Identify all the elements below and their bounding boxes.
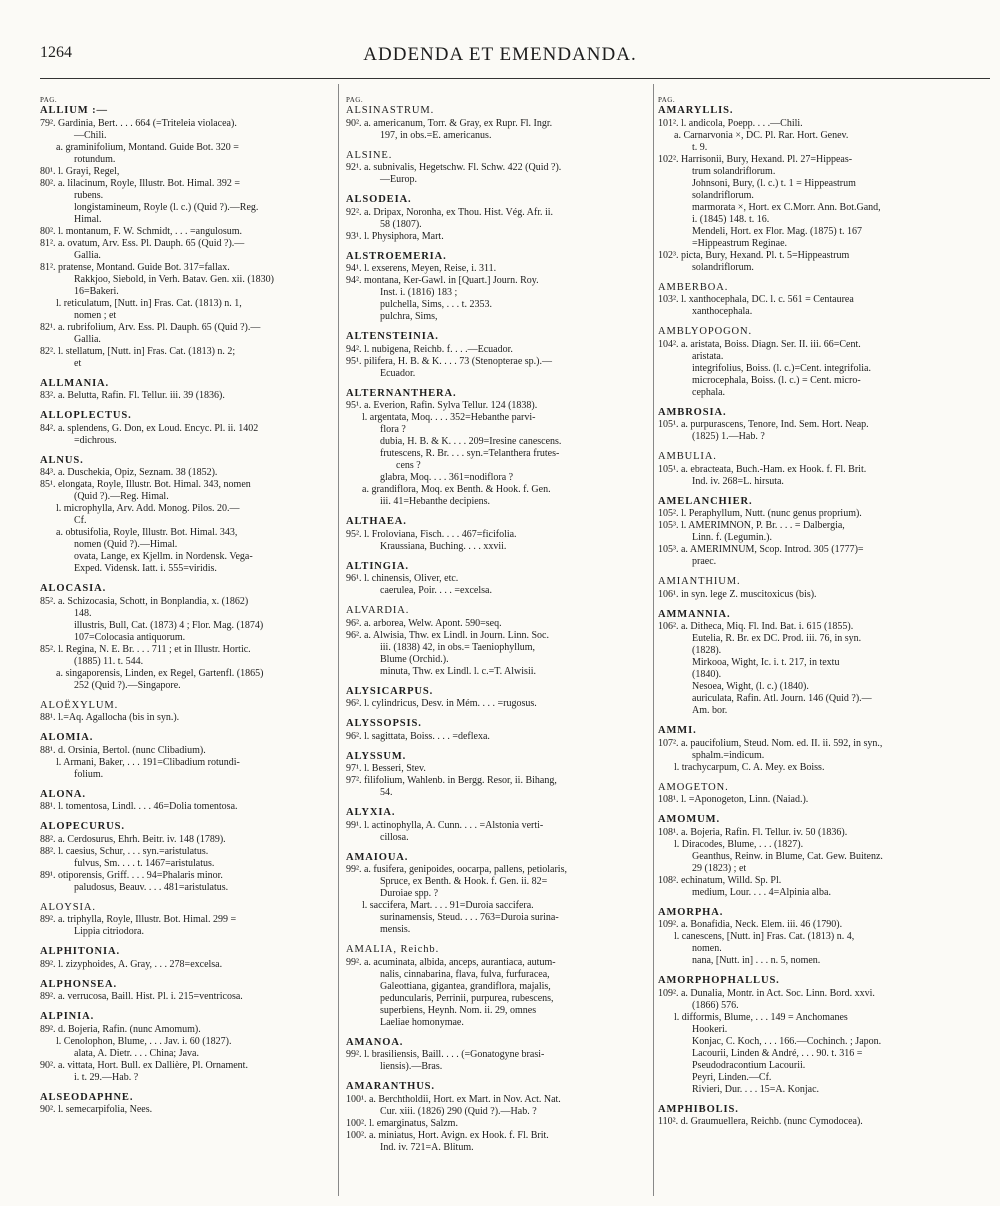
entry-line: sphalm.=indicum. — [692, 749, 765, 761]
entry-line: frutescens, R. Br. . . . syn.=Telanthera frutes- — [380, 448, 560, 459]
entry-line: 96¹. l. chinensis, Oliver, etc. — [346, 573, 459, 584]
entry-line: mensis. — [380, 924, 411, 935]
entry-line: pulchra, Sims, — [380, 311, 438, 322]
entry-line: 88². l. caesius, Schur, . . . syn.=aristulatus. — [40, 845, 209, 857]
entry-line: 92². a. Dripax, Noronha, ex Thou. Hist. Vég. Afr. ii. — [346, 206, 554, 218]
entry-line: 102². Harrisonii, Bury, Hexand. Pl. 27=Hippeas- — [658, 153, 853, 165]
entry-line: Mendeli, Hort. ex Flor. Mag. (1875) t. 167 — [692, 225, 862, 237]
entry-line: 94². montana, Ker-Gawl. in [Quart.] Journ. Roy. — [346, 275, 539, 286]
entry-line: a. Carnarvonia ×, DC. Pl. Rar. Hort. Genev. — [674, 129, 849, 141]
entry-line: Galeottiana, gigantea, grandiflora, majalis, — [380, 980, 551, 992]
entry-line: alata, A. Dietr. . . . China; Java. — [74, 1047, 199, 1059]
entry-line: 105³. a. AMERIMNUM, Scop. Introd. 305 (1777)= — [658, 544, 864, 555]
entry-line: auriculata, Rafin. Atl. Journ. 146 (Quid ?).— — [692, 693, 872, 704]
entry-line: l. Armani, Baker, . . . 191=Clibadium rotundi- — [56, 756, 240, 768]
entry-line: 80². a. lilacinum, Royle, Illustr. Bot. Himal. 392 = — [40, 177, 241, 189]
entry-line: 92¹. a. subnivalis, Hegetschw. Fl. Schw. 422 (Quid ?). — [346, 162, 562, 173]
entry-line: xanthocephala. — [692, 306, 753, 317]
genus-heading: ALONA. — [40, 788, 86, 800]
genus-heading: AMBROSIA. — [658, 406, 727, 418]
entry-line: Pseudodracontium Lacourii. — [692, 1059, 806, 1071]
entry-line: 85². l. Regina, N. E. Br. . . . 711 ; et in Illustr. Hortic. — [40, 643, 251, 655]
genus-heading: ALOCASIA. — [40, 583, 107, 594]
entry-line: 94¹. l. exserens, Meyen, Reise, i. 311. — [346, 263, 497, 274]
entry-line: dubia, H. B. & K. . . . 209=Iresine canescens. — [380, 436, 562, 447]
entry-line: trum solandriflorum. — [692, 165, 776, 177]
entry-line: 81². pratense, Montand. Guide Bot. 317=fallax. — [40, 261, 230, 273]
entry-line: 90². a. americanum, Torr. & Gray, ex Rupr. Fl. Ingr. — [346, 117, 553, 129]
column-1 — [40, 96, 328, 1200]
entry-line: 103². l. xanthocephala, DC. l. c. 561 = Centaurea — [658, 294, 854, 305]
genus-heading: AMORPHOPHALLUS. — [658, 975, 780, 986]
entry-line: l. saccifera, Mart. . . . 91=Duroia saccifera. — [362, 900, 534, 911]
entry-line: l. canescens, [Nutt. in] Fras. Cat. (1813) n. 4, — [674, 931, 855, 942]
entry-line: illustris, Bull, Cat. (1873) 4 ; Flor. Mag. (1874) — [74, 619, 264, 631]
entry-line: 95¹. a. Everion, Rafin. Sylva Tellur. 124 (1838). — [346, 400, 538, 411]
genus-heading: ALOËXYLUM. — [40, 699, 119, 711]
entry-line: 197, in obs.=E. americanus. — [380, 129, 492, 141]
entry-line: solandriflorum. — [692, 261, 754, 273]
page-number: 1264 — [40, 44, 72, 61]
pag-label: PAG. — [346, 96, 364, 104]
genus-heading: ALSINE. — [346, 149, 393, 161]
genus-heading: AMMANNIA. — [658, 608, 731, 620]
genus-heading: ALSEODAPHNE. — [40, 1091, 134, 1103]
genus-heading: ALOPECURUS. — [40, 821, 125, 832]
genus-heading: ALPINIA. — [40, 1011, 95, 1022]
entry-line: 105³. l. AMERIMNON, P. Br. . . . = Dalbergia, — [658, 520, 845, 531]
genus-heading: ALYSICARPUS. — [346, 685, 434, 697]
entry-line: 105¹. a. ebracteata, Buch.-Ham. ex Hook. f. Fl. Brit. — [658, 463, 867, 475]
entry-line: l. difformis, Blume, . . . 149 = Anchomanes — [674, 1011, 848, 1023]
entry-line: Lacourii, Linden & André, . . . 90. t. 316 = — [692, 1047, 863, 1059]
entry-line: 100². a. miniatus, Hort. Avign. ex Hook. f. Fl. Brit. — [346, 1129, 549, 1141]
entry-line: Geanthus, Reinw. in Blume, Cat. Gew. Buitenz. — [692, 850, 883, 862]
column-3 — [658, 96, 990, 1200]
entry-line: Inst. i. (1816) 183 ; — [380, 287, 458, 298]
entry-line: Johnsoni, Bury, (l. c.) t. 1 = Hippeastrum — [692, 177, 856, 189]
entry-line: 252 (Quid ?).—Singapore. — [74, 679, 181, 691]
entry-line: (1828). — [692, 645, 722, 656]
entry-line: nomen ; et — [74, 309, 117, 321]
entry-line: praec. — [692, 556, 717, 567]
entry-line: 94². l. nubigena, Reichb. f. . . .—Ecuador. — [346, 343, 513, 355]
entry-line: (1825) 1.—Hab. ? — [692, 431, 765, 442]
genus-heading: AMELANCHIER. — [658, 495, 753, 507]
entry-line: 106². a. Ditheca, Miq. Fl. Ind. Bat. i. 615 (1855). — [658, 621, 854, 632]
genus-heading: ALTENSTEINIA. — [346, 331, 439, 342]
entry-line: Mirkooa, Wight, Ic. i. t. 217, in textu — [692, 657, 840, 668]
entry-line: i. (1845) 148. t. 16. — [692, 213, 770, 225]
entry-line: Nesoea, Wight, (l. c.) (1840). — [692, 681, 809, 692]
entry-line: Exped. Vidensk. Iatt. i. 555=viridis. — [74, 563, 217, 574]
entry-line: caerulea, Poir. . . . =excelsa. — [380, 585, 492, 596]
entry-line: Duroiae spp. ? — [380, 888, 439, 899]
entry-line: minuta, Thw. ex Lindl. l. c.=T. Alwisii. — [380, 665, 536, 677]
entry-line: 88¹. l.=Aq. Agallocha (bis in syn.). — [40, 712, 180, 723]
entry-line: 85¹. elongata, Royle, Illustr. Bot. Himal. 343, nomen — [40, 479, 251, 490]
entry-line: Himal. — [74, 213, 102, 225]
entry-line: 105². l. Peraphyllum, Nutt. (nunc genus proprium). — [658, 508, 862, 519]
entry-line: l. argentata, Moq. . . . 352=Hebanthe parvi- — [362, 412, 536, 423]
genus-heading: ALTERNANTHERA. — [346, 387, 457, 399]
entry-line: =dichrous. — [74, 434, 117, 446]
entry-line: 96². a. arborea, Welw. Apont. 590=seq. — [346, 617, 502, 629]
entry-line: —Chili. — [74, 129, 107, 141]
entry-line: l. Diracodes, Blume, . . . (1827). — [674, 838, 804, 850]
genus-heading: ALOYSIA. — [40, 901, 96, 913]
entry-line: 105¹. a. purpurascens, Tenore, Ind. Sem. Hort. Neap. — [658, 419, 869, 430]
entry-line: 29 (1823) ; et — [692, 862, 747, 874]
entry-line: 89². a. triphylla, Royle, Illustr. Bot. Himal. 299 = — [40, 914, 237, 925]
genus-heading: ALSINASTRUM. — [346, 105, 435, 116]
genus-heading: ALSODEIA. — [346, 194, 412, 205]
genus-heading: ALLIUM :— — [40, 105, 108, 116]
entry-line: cillosa. — [380, 831, 409, 843]
genus-heading: ALSTROEMERIA. — [346, 250, 447, 262]
genus-heading: ALYSSUM. — [346, 750, 407, 762]
genus-heading: AMANOA. — [346, 1036, 404, 1048]
entry-line: aristata. — [692, 350, 724, 362]
entry-line: nomen. — [692, 943, 722, 954]
genus-heading: AMARYLLIS. — [658, 105, 734, 116]
genus-heading: ALOMIA. — [40, 732, 94, 743]
entry-line: 110². d. Graumuellera, Reichb. (nunc Cymodocea). — [658, 1116, 863, 1127]
entry-line: 97¹. l. Besseri, Stev. — [346, 763, 426, 774]
genus-heading: AMARANTHUS. — [346, 1081, 435, 1092]
column-divider — [653, 84, 654, 1196]
entry-line: medium, Lour. . . . 4=Alpinia alba. — [692, 886, 831, 898]
genus-heading: ALTHAEA. — [346, 516, 407, 527]
pag-label: PAG. — [658, 96, 676, 104]
entry-line: 90². l. semecarpifolia, Nees. — [40, 1104, 153, 1115]
genus-heading: ALNUS. — [40, 454, 84, 466]
entry-line: pulchella, Sims, . . . t. 2353. — [380, 299, 492, 310]
entry-line: fulvus, Sm. . . . t. 1467=aristulatus. — [74, 857, 215, 869]
genus-heading: AMOMUM. — [658, 814, 720, 825]
entry-line: a. singaporensis, Linden, ex Regel, Gartenfl. (1865) — [56, 667, 264, 679]
entry-line: nalis, cinnabarina, flava, fulva, furfuracea, — [380, 968, 550, 980]
entry-line: (1840). — [692, 669, 722, 680]
entry-line: l. microphylla, Arv. Add. Monog. Pilos. 20.— — [56, 503, 240, 514]
entry-line: folium. — [74, 768, 104, 780]
header-rule — [40, 78, 990, 79]
entry-line: a. graminifolium, Montand. Guide Bot. 320 = — [56, 141, 239, 153]
entry-line: 88¹. l. tomentosa, Lindl. . . . 46=Dolia tomentosa. — [40, 801, 238, 812]
entry-line: 97². filifolium, Wahlenb. in Bergg. Resor, ii. Bihang, — [346, 775, 557, 786]
entry-line: 148. — [74, 607, 92, 619]
entry-line: cens ? — [396, 460, 421, 471]
entry-line: 101². l. andicola, Poepp. . . .—Chili. — [658, 117, 803, 129]
column-2 — [346, 96, 648, 1200]
genus-heading: ALLOPLECTUS. — [40, 410, 132, 421]
entry-line: Gallia. — [74, 333, 101, 345]
genus-heading: ALYXIA. — [346, 807, 396, 818]
entry-line: t. 9. — [692, 141, 708, 153]
genus-heading: AMMI. — [658, 725, 697, 736]
entry-line: 96². l. cylindricus, Desv. in Mém. . . . =rugosus. — [346, 698, 537, 709]
entry-line: Rakkjoo, Siebold, in Verh. Batav. Gen. xii. (1830) — [74, 273, 274, 285]
entry-line: Ind. iv. 268=L. hirsuta. — [692, 475, 784, 487]
entry-line: Spruce, ex Benth. & Hook. f. Gen. ii. 82= — [380, 876, 548, 887]
genus-heading: AMBERBOA. — [658, 281, 729, 293]
entry-line: iii. 41=Hebanthe decipiens. — [380, 496, 491, 507]
entry-line: Cf. — [74, 515, 87, 526]
entry-line: 89². d. Bojeria, Rafin. (nunc Amomum). — [40, 1023, 201, 1035]
entry-line: 16=Bakeri. — [74, 285, 119, 297]
genus-heading: AMAIOUA. — [346, 851, 409, 863]
genus-heading: ALLMANIA. — [40, 377, 110, 389]
entry-line: nana, [Nutt. in] . . . n. 5, nomen. — [692, 955, 821, 966]
entry-line: microcephala, Boiss. (l. c.) = Cent. micro- — [692, 374, 861, 386]
entry-line: 100². l. emarginatus, Salzm. — [346, 1117, 458, 1129]
entry-line: 93¹. l. Physiphora, Mart. — [346, 230, 444, 242]
entry-line: 99². a. acuminata, albida, anceps, aurantiaca, autum- — [346, 956, 556, 968]
genus-heading: ALYSSOPSIS. — [346, 718, 422, 729]
entry-line: 107=Colocasia antiquorum. — [74, 631, 186, 643]
entry-line: 82². l. stellatum, [Nutt. in] Fras. Cat. (1813) n. 2; — [40, 345, 236, 357]
entry-line: —Europ. — [380, 174, 417, 185]
entry-line: Ecuador. — [380, 367, 416, 379]
entry-line: 80¹. l. Grayi, Regel, — [40, 165, 120, 177]
entry-line: rubens. — [74, 189, 104, 201]
entry-line: 80². l. montanum, F. W. Schmidt, . . . =angulosum. — [40, 225, 243, 237]
entry-line: 82¹. a. rubrifolium, Arv. Ess. Pl. Dauph. 65 (Quid ?).— — [40, 321, 261, 333]
entry-line: 90². a. vittata, Hort. Bull. ex Dallière, Pl. Ornament. — [40, 1059, 248, 1071]
entry-line: surinamensis, Steud. . . . 763=Duroia surina- — [380, 912, 559, 923]
entry-line: Cur. xiii. (1826) 290 (Quid ?).—Hab. ? — [380, 1105, 537, 1117]
entry-line: Peyri, Linden.—Cf. — [692, 1071, 772, 1083]
entry-line: 84². a. splendens, G. Don, ex Loud. Encyc. Pl. ii. 1402 — [40, 422, 259, 434]
entry-line: rotundum. — [74, 153, 116, 165]
entry-line: a. obtusifolia, Royle, Illustr. Bot. Himal. 343, — [56, 527, 238, 538]
genus-heading: ALPHITONIA. — [40, 946, 121, 957]
entry-line: solandriflorum. — [692, 189, 754, 201]
entry-line: liensis).—Bras. — [380, 1061, 443, 1072]
genus-heading: AMORPHA. — [658, 906, 724, 918]
entry-line: Lippia citriodora. — [74, 926, 144, 937]
running-title: ADDENDA ET EMENDANDA. — [363, 44, 637, 65]
entry-line: Linn. f. (Legumin.). — [692, 532, 772, 543]
entry-line: =Hippeastrum Reginae. — [692, 237, 788, 249]
entry-line: Hookeri. — [692, 1023, 728, 1035]
genus-heading: ALTINGIA. — [346, 560, 409, 572]
pag-label: PAG. — [40, 96, 58, 104]
genus-heading: AMIANTHIUM. — [658, 576, 741, 587]
entry-line: 108¹. a. Bojeria, Rafin. Fl. Tellur. iv. 50 (1836). — [658, 826, 848, 838]
entry-line: Blume (Orchid.). — [380, 653, 449, 665]
entry-line: nomen (Quid ?).—Himal. — [74, 539, 178, 550]
genus-heading: AMPHIBOLIS. — [658, 1103, 739, 1115]
column-divider — [338, 84, 339, 1196]
entry-line: 107². a. paucifolium, Steud. Nom. ed. II. ii. 592, in syn., — [658, 737, 883, 749]
entry-line: (Quid ?).—Reg. Himal. — [74, 491, 169, 502]
genus-heading: AMOGETON. — [658, 781, 729, 793]
entry-line: marmorata ×, Hort. ex C.Morr. Ann. Bot.Gand, — [692, 201, 881, 213]
entry-line: 58 (1807). — [380, 218, 422, 230]
entry-line: integrifolius, Boiss. (l. c.)=Cent. integrifolia. — [692, 362, 871, 374]
entry-line: l. Cenolophon, Blume, . . . Jav. i. 60 (1827). — [56, 1035, 232, 1047]
entry-line: Eutelia, R. Br. ex DC. Prod. iii. 76, in syn. — [692, 633, 862, 644]
entry-line: 109². a. Bonafidia, Neck. Elem. iii. 46 (1790). — [658, 919, 843, 930]
entry-line: 95². l. Froloviana, Fisch. . . . 467=ficifolia. — [346, 528, 517, 540]
entry-line: Konjac, C. Koch, . . . 166.—Cochinch. ; Japon. — [692, 1035, 882, 1047]
entry-line: 89². l. zizyphoides, A. Gray, . . . 278=excelsa. — [40, 958, 223, 970]
entry-line: 83². a. Belutta, Rafin. Fl. Tellur. iii. 39 (1836). — [40, 390, 225, 401]
entry-line: Gallia. — [74, 249, 101, 261]
entry-line: 104². a. aristata, Boiss. Diagn. Ser. II. iii. 66=Cent. — [658, 338, 861, 350]
entry-line: a. grandiflora, Moq. ex Benth. & Hook. f. Gen. — [362, 484, 551, 495]
genus-heading: AMBULIA. — [658, 451, 717, 462]
entry-line: 96². l. sagittata, Boiss. . . . =deflexa. — [346, 730, 490, 742]
entry-line: 99². l. brasiliensis, Baill. . . . (=Gonatogyne brasi- — [346, 1049, 545, 1060]
entry-line: 81². a. ovatum, Arv. Ess. Pl. Dauph. 65 (Quid ?).— — [40, 237, 245, 249]
entry-line: Laeliae homonymae. — [380, 1016, 464, 1028]
entry-line: flora ? — [380, 424, 406, 435]
entry-line: 99². a. fusifera, genipoides, oocarpa, pallens, petiolaris, — [346, 864, 567, 875]
genus-heading: ALPHONSEA. — [40, 978, 117, 990]
entry-line: 99¹. l. actinophylla, A. Cunn. . . . =Alstonia verti- — [346, 819, 544, 831]
entry-line: superbiens, Heynh. Nom. ii. 29, omnes — [380, 1004, 537, 1016]
entry-line: cephala. — [692, 386, 726, 398]
entry-line: Rivieri, Dur. . . . 15=A. Konjac. — [692, 1083, 820, 1095]
entry-line: 100¹. a. Berchtholdii, Hort. ex Mart. in Nov. Act. Nat. — [346, 1093, 561, 1105]
entry-line: 85². a. Schizocasia, Schott, in Bonplandia, x. (1862) — [40, 595, 249, 607]
entry-line: Kraussiana, Buching. . . . xxvii. — [380, 540, 507, 552]
entry-line: 108¹. l. =Aponogeton, Linn. (Naiad.). — [658, 794, 809, 805]
entry-line: (1866) 576. — [692, 999, 739, 1011]
entry-line: longistamineum, Royle (l. c.) (Quid ?).—Reg. — [74, 201, 259, 213]
entry-line: 54. — [380, 787, 393, 798]
entry-line: Am. bor. — [692, 705, 728, 716]
entry-line: l. trachycarpum, C. A. Mey. ex Boiss. — [674, 761, 825, 773]
entry-line: 88². a. Cerdosurus, Ehrh. Beitr. iv. 148 (1789). — [40, 833, 226, 845]
entry-line: 108². echinatum, Willd. Sp. Pl. — [658, 874, 782, 886]
genus-heading: AMALIA, Reichb. — [346, 944, 440, 955]
entry-line: l. reticulatum, [Nutt. in] Fras. Cat. (1813) n. 1, — [56, 297, 242, 309]
entry-line: paludosus, Beauv. . . . 481=aristulatus. — [74, 881, 229, 893]
entry-line: i. t. 29.—Hab. ? — [74, 1071, 139, 1083]
genus-heading: ALVARDIA. — [346, 605, 410, 616]
entry-line: 96². a. Alwisia, Thw. ex Lindl. in Journ. Linn. Soc. — [346, 629, 549, 641]
entry-line: peduncularis, Perrinii, purpurea, rubescens, — [380, 992, 554, 1004]
entry-line: 84³. a. Duschekia, Opiz, Seznam. 38 (1852). — [40, 467, 218, 478]
entry-line: 109². a. Dunalia, Montr. in Act. Soc. Linn. Bord. xxvi. — [658, 987, 875, 999]
entry-line: 79². Gardinia, Bert. . . . 664 (=Triteleia violacea). — [40, 117, 237, 129]
entry-line: 106¹. in syn. lege Z. muscitoxicus (bis). — [658, 588, 817, 600]
entry-line: 102³. picta, Bury, Hexand. Pl. t. 5=Hippeastrum — [658, 249, 850, 261]
entry-line: 89¹. otiporensis, Griff. . . . 94=Phalaris minor. — [40, 869, 223, 881]
entry-line: iii. (1838) 42, in obs.= Taeniophyllum, — [380, 641, 536, 653]
entry-line: 95¹. pilifera, H. B. & K. . . . 73 (Stenopterae sp.).— — [346, 355, 553, 367]
genus-heading: AMBLYOPOGON. — [658, 326, 753, 337]
entry-line: glabra, Moq. . . . 361=nodiflora ? — [380, 472, 514, 483]
entry-line: 89². a. verrucosa, Baill. Hist. Pl. i. 215=ventricosa. — [40, 991, 243, 1002]
entry-line: 88¹. d. Orsinia, Bertol. (nunc Clibadium). — [40, 744, 206, 756]
entry-line: Ind. iv. 721=A. Blitum. — [380, 1141, 474, 1153]
entry-line: (1885) 11. t. 544. — [74, 655, 144, 667]
entry-line: ovata, Lange, ex Kjellm. in Nordensk. Vega- — [74, 551, 253, 562]
entry-line: et — [74, 357, 82, 369]
